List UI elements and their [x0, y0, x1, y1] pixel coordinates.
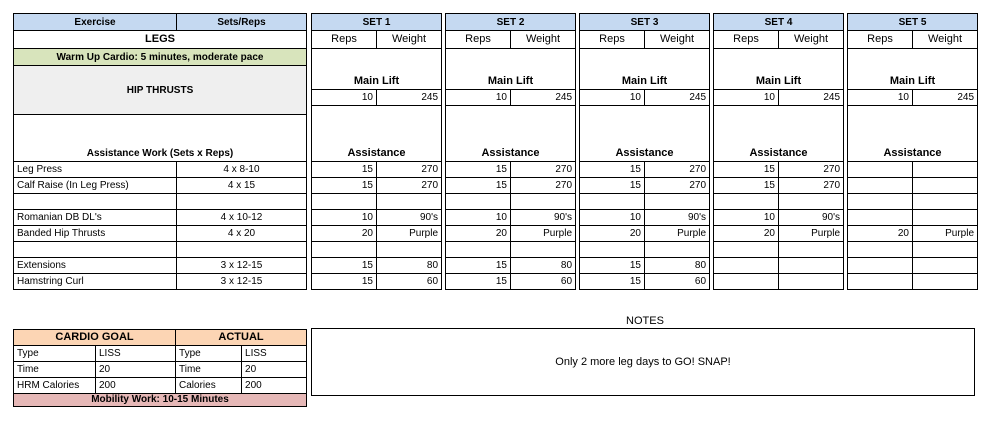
weight-label: Weight: [645, 31, 710, 49]
set-weight-cell[interactable]: [377, 242, 442, 258]
set-row: [446, 194, 576, 210]
set-weight-cell[interactable]: [913, 178, 978, 194]
set-weight-cell[interactable]: [779, 274, 844, 290]
cardio-row: [14, 378, 307, 394]
main-lift-weight[interactable]: 245: [779, 90, 844, 106]
set-table-2: [445, 13, 576, 290]
cardio-actual-value[interactable]: 200: [242, 378, 307, 394]
exercise-name: [14, 242, 177, 258]
main-lift-reps[interactable]: 10: [312, 90, 377, 106]
set-row: [580, 194, 710, 210]
set-reps-cell[interactable]: 15: [446, 258, 511, 274]
set-weight-cell[interactable]: [511, 194, 576, 210]
set-row: [446, 162, 576, 178]
exercise-name: Extensions: [14, 258, 177, 274]
cardio-goal-value[interactable]: 200: [96, 378, 176, 394]
set-row: [848, 274, 978, 290]
set-reps-cell[interactable]: 20: [446, 226, 511, 242]
set-reps-cell[interactable]: [848, 274, 913, 290]
set-weight-cell[interactable]: 270: [645, 162, 710, 178]
set-row: [714, 210, 844, 226]
set-weight-cell[interactable]: [377, 194, 442, 210]
set-weight-cell[interactable]: 270: [779, 162, 844, 178]
set-reps-cell[interactable]: 20: [312, 226, 377, 242]
reps-label: Reps: [312, 31, 377, 49]
set-table-5: [847, 13, 978, 290]
set-reps-cell[interactable]: [312, 242, 377, 258]
set-row: [848, 226, 978, 242]
weight-label: Weight: [779, 31, 844, 49]
cardio-goal-label: Time: [14, 362, 96, 378]
set-row: [580, 210, 710, 226]
set-row: [312, 162, 442, 178]
set-weight-cell[interactable]: [913, 210, 978, 226]
set-reps-cell[interactable]: 15: [446, 274, 511, 290]
set-row: [580, 258, 710, 274]
exercise-row: [14, 162, 307, 178]
set-weight-cell[interactable]: [645, 242, 710, 258]
set-reps-cell[interactable]: [848, 162, 913, 178]
exercise-name: [14, 194, 177, 210]
set-title: SET 1: [312, 14, 442, 31]
main-lift-weight[interactable]: 245: [377, 90, 442, 106]
set-row: [312, 242, 442, 258]
set-reps-cell[interactable]: [714, 258, 779, 274]
set-table-1: [311, 13, 442, 290]
cardio-goal-value[interactable]: LISS: [96, 346, 176, 362]
set-weight-cell[interactable]: 270: [779, 178, 844, 194]
set-row: [312, 226, 442, 242]
set-row: [580, 242, 710, 258]
set-row: [848, 178, 978, 194]
exercise-row: [14, 226, 307, 242]
reps-label: Reps: [580, 31, 645, 49]
header-sets-reps: Sets/Reps: [177, 14, 307, 31]
reps-label: Reps: [848, 31, 913, 49]
exercise-name: Hamstring Curl: [14, 274, 177, 290]
cardio-actual-value[interactable]: 20: [242, 362, 307, 378]
set-weight-cell[interactable]: [511, 242, 576, 258]
main-lift-label: Main Lift: [714, 49, 844, 90]
reps-label: Reps: [446, 31, 511, 49]
set-reps-cell[interactable]: 15: [714, 178, 779, 194]
exercise-table: [13, 13, 307, 290]
set-weight-cell[interactable]: 90's: [645, 210, 710, 226]
set-weight-cell[interactable]: Purple: [913, 226, 978, 242]
set-reps-cell[interactable]: [848, 242, 913, 258]
notes-title: NOTES: [626, 315, 664, 327]
exercise-name: Calf Raise (In Leg Press): [14, 178, 177, 194]
main-lift-name: HIP THRUSTS: [14, 66, 307, 115]
set-reps-cell[interactable]: 15: [446, 162, 511, 178]
main-lift-reps[interactable]: 10: [446, 90, 511, 106]
mobility-note: Mobility Work: 10-15 Minutes: [14, 394, 307, 407]
set-weight-cell[interactable]: 60: [511, 274, 576, 290]
set-weight-cell[interactable]: 80: [645, 258, 710, 274]
set-reps-cell[interactable]: 15: [714, 162, 779, 178]
set-row: [580, 162, 710, 178]
cardio-goal-value[interactable]: 20: [96, 362, 176, 378]
set-row: [312, 194, 442, 210]
cardio-row: [14, 362, 307, 378]
set-row: [312, 258, 442, 274]
set-reps-cell[interactable]: 15: [580, 178, 645, 194]
main-lift-weight[interactable]: 245: [511, 90, 576, 106]
cardio-goal-label: HRM Calories: [14, 378, 96, 394]
set-reps-cell[interactable]: 15: [446, 178, 511, 194]
notes-box[interactable]: [311, 328, 975, 396]
set-weight-cell[interactable]: 90's: [511, 210, 576, 226]
set-reps-cell[interactable]: [848, 194, 913, 210]
set-weight-cell[interactable]: [913, 194, 978, 210]
set-weight-cell[interactable]: [913, 162, 978, 178]
set-reps-cell[interactable]: [848, 258, 913, 274]
weight-label: Weight: [511, 31, 576, 49]
set-reps-cell[interactable]: 15: [580, 162, 645, 178]
main-lift-reps[interactable]: 10: [714, 90, 779, 106]
set-reps-cell[interactable]: [714, 274, 779, 290]
exercise-sets: [177, 242, 307, 258]
set-row: [714, 162, 844, 178]
main-lift-label: Main Lift: [446, 49, 576, 90]
set-row: [714, 226, 844, 242]
cardio-actual-label: Type: [176, 346, 242, 362]
set-title: SET 4: [714, 14, 844, 31]
set-reps-cell[interactable]: [848, 210, 913, 226]
set-row: [848, 210, 978, 226]
set-reps-cell[interactable]: 15: [312, 258, 377, 274]
main-lift-label: Main Lift: [848, 49, 978, 90]
cardio-actual-value[interactable]: LISS: [242, 346, 307, 362]
header-exercise: Exercise: [14, 14, 177, 31]
set-row: [714, 242, 844, 258]
set-row: [714, 178, 844, 194]
warmup-note: Warm Up Cardio: 5 minutes, moderate pace: [14, 49, 307, 66]
set-reps-cell[interactable]: [714, 242, 779, 258]
set-weight-cell[interactable]: 270: [511, 162, 576, 178]
main-lift-weight[interactable]: 245: [645, 90, 710, 106]
set-reps-cell[interactable]: 15: [580, 274, 645, 290]
set-weight-cell[interactable]: 270: [511, 178, 576, 194]
set-weight-cell[interactable]: Purple: [645, 226, 710, 242]
set-reps-cell[interactable]: 15: [580, 258, 645, 274]
set-weight-cell[interactable]: [645, 194, 710, 210]
set-row: [446, 258, 576, 274]
set-row: [446, 274, 576, 290]
set-row: [714, 274, 844, 290]
set-reps-cell[interactable]: 20: [714, 226, 779, 242]
cardio-actual-label: Calories: [176, 378, 242, 394]
set-weight-cell[interactable]: 90's: [779, 210, 844, 226]
set-row: [312, 210, 442, 226]
set-weight-cell[interactable]: [779, 242, 844, 258]
weight-label: Weight: [913, 31, 978, 49]
set-reps-cell[interactable]: 15: [312, 162, 377, 178]
set-reps-cell[interactable]: [580, 242, 645, 258]
set-weight-cell[interactable]: 270: [377, 178, 442, 194]
set-weight-cell[interactable]: [779, 258, 844, 274]
assistance-label: Assistance: [446, 106, 576, 162]
exercise-name: Leg Press: [14, 162, 177, 178]
set-row: [446, 242, 576, 258]
set-reps-cell[interactable]: [580, 194, 645, 210]
main-lift-reps[interactable]: 10: [580, 90, 645, 106]
set-weight-cell[interactable]: [913, 258, 978, 274]
set-reps-cell[interactable]: 10: [580, 210, 645, 226]
set-title: SET 2: [446, 14, 576, 31]
exercise-row: [14, 274, 307, 290]
set-row: [848, 194, 978, 210]
cardio-goal-header: CARDIO GOAL: [14, 330, 176, 346]
exercise-sets: 4 x 10-12: [177, 210, 307, 226]
set-row: [848, 258, 978, 274]
set-title: SET 3: [580, 14, 710, 31]
set-reps-cell[interactable]: [848, 178, 913, 194]
set-row: [580, 274, 710, 290]
exercise-sets: 4 x 20: [177, 226, 307, 242]
set-row: [312, 178, 442, 194]
exercise-name: Banded Hip Thrusts: [14, 226, 177, 242]
exercise-row: [14, 178, 307, 194]
set-reps-cell[interactable]: 10: [714, 210, 779, 226]
set-weight-cell[interactable]: Purple: [779, 226, 844, 242]
set-reps-cell[interactable]: [312, 194, 377, 210]
set-weight-cell[interactable]: [913, 274, 978, 290]
cardio-actual-header: ACTUAL: [176, 330, 307, 346]
set-weight-cell[interactable]: 270: [377, 162, 442, 178]
set-reps-cell[interactable]: 10: [446, 210, 511, 226]
set-reps-cell[interactable]: 15: [312, 274, 377, 290]
set-weight-cell[interactable]: 80: [511, 258, 576, 274]
set-table-4: [713, 13, 844, 290]
exercise-row: [14, 242, 307, 258]
main-lift-label: Main Lift: [312, 49, 442, 90]
section-title: LEGS: [14, 31, 307, 49]
set-weight-cell[interactable]: 60: [377, 274, 442, 290]
exercise-sets: 3 x 12-15: [177, 258, 307, 274]
set-weight-cell[interactable]: 90's: [377, 210, 442, 226]
set-row: [580, 226, 710, 242]
set-table-3: [579, 13, 710, 290]
reps-label: Reps: [714, 31, 779, 49]
weight-label: Weight: [377, 31, 442, 49]
assistance-header: Assistance Work (Sets x Reps): [14, 115, 307, 162]
set-row: [714, 194, 844, 210]
set-row: [446, 226, 576, 242]
exercise-sets: 4 x 8-10: [177, 162, 307, 178]
exercise-sets: 3 x 12-15: [177, 274, 307, 290]
set-row: [848, 242, 978, 258]
set-weight-cell[interactable]: [779, 194, 844, 210]
set-weight-cell[interactable]: 80: [377, 258, 442, 274]
set-weight-cell[interactable]: 270: [645, 178, 710, 194]
exercise-row: [14, 210, 307, 226]
set-reps-cell[interactable]: 20: [848, 226, 913, 242]
exercise-row: [14, 194, 307, 210]
exercise-sets: [177, 194, 307, 210]
set-row: [446, 178, 576, 194]
cardio-goal-label: Type: [14, 346, 96, 362]
assistance-label: Assistance: [848, 106, 978, 162]
exercise-name: Romanian DB DL's: [14, 210, 177, 226]
set-reps-cell[interactable]: 20: [580, 226, 645, 242]
cardio-row: [14, 346, 307, 362]
set-reps-cell[interactable]: [446, 194, 511, 210]
assistance-label: Assistance: [580, 106, 710, 162]
set-weight-cell[interactable]: [913, 242, 978, 258]
main-lift-weight[interactable]: 245: [913, 90, 978, 106]
exercise-sets: 4 x 15: [177, 178, 307, 194]
set-weight-cell[interactable]: 60: [645, 274, 710, 290]
set-reps-cell[interactable]: [714, 194, 779, 210]
set-weight-cell[interactable]: Purple: [511, 226, 576, 242]
set-reps-cell[interactable]: [446, 242, 511, 258]
set-row: [446, 210, 576, 226]
cardio-actual-label: Time: [176, 362, 242, 378]
set-row: [714, 258, 844, 274]
cardio-table: [13, 329, 307, 407]
set-row: [312, 274, 442, 290]
set-title: SET 5: [848, 14, 978, 31]
set-reps-cell[interactable]: 15: [312, 178, 377, 194]
main-lift-label: Main Lift: [580, 49, 710, 90]
assistance-label: Assistance: [312, 106, 442, 162]
exercise-row: [14, 258, 307, 274]
set-reps-cell[interactable]: 10: [312, 210, 377, 226]
main-lift-reps[interactable]: 10: [848, 90, 913, 106]
assistance-label: Assistance: [714, 106, 844, 162]
notes-text: Only 2 more leg days to GO! SNAP!: [555, 356, 731, 368]
set-row: [580, 178, 710, 194]
set-row: [848, 162, 978, 178]
set-weight-cell[interactable]: Purple: [377, 226, 442, 242]
